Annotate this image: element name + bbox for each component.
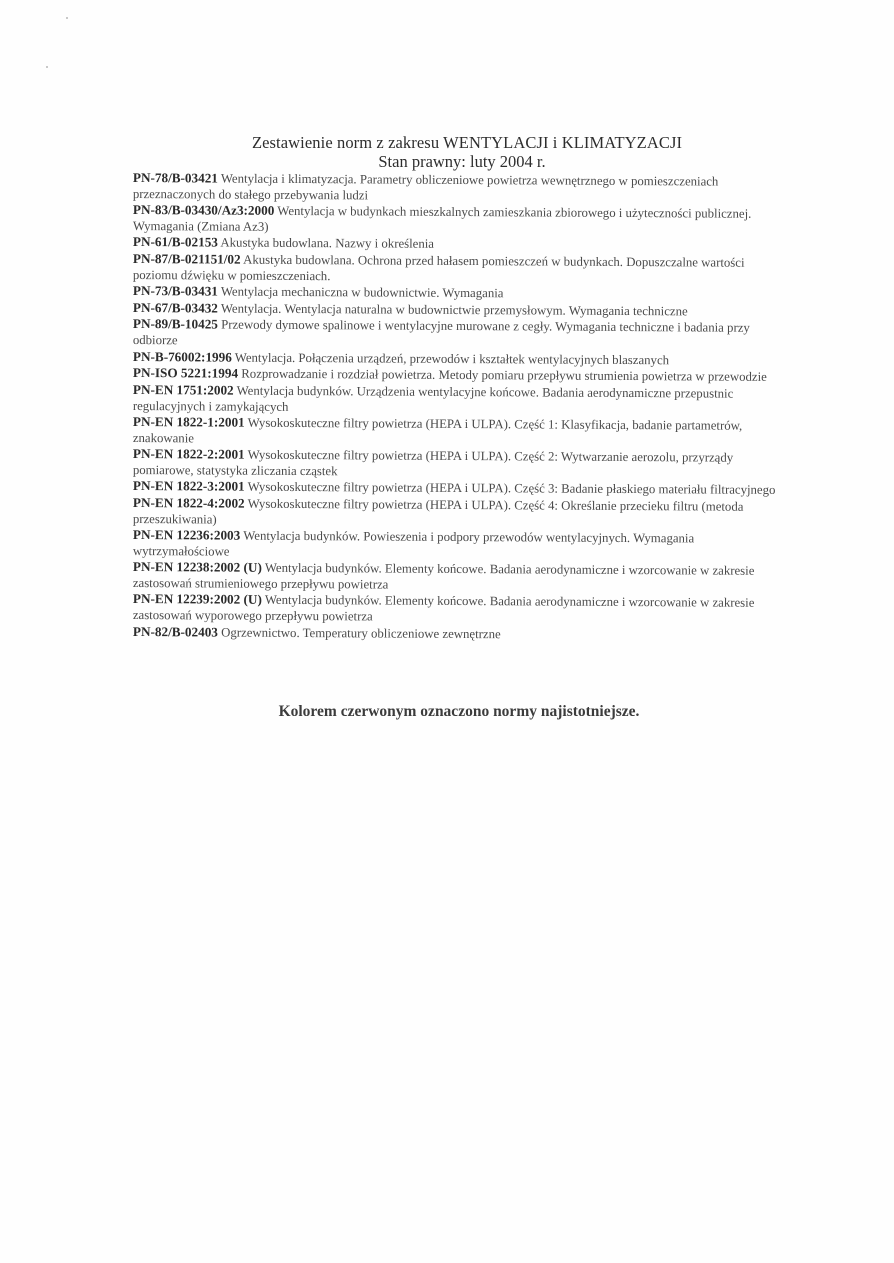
norm-code: PN-82/B-02403 [132, 623, 218, 640]
norm-code: PN-EN 1822-1:2001 [132, 413, 245, 430]
norm-code: PN-83/B-03430/Az3:2000 [132, 202, 275, 219]
document-header [0, 134, 894, 171]
footer-note: Kolorem czerwonym oznaczono normy najistotniejsze. [278, 703, 640, 720]
document-subtitle: Stan prawny: luty 2004 r. [378, 152, 546, 171]
norm-description: Wentylacja w budynkach mieszkalnych zamieszkania zbiorowego i użyteczności publicznej. Wymagania (Zmiana Az3) [132, 204, 752, 234]
norm-item [133, 591, 785, 627]
norm-item [133, 527, 785, 563]
norm-item [133, 624, 785, 645]
norm-description: Wysokoskuteczne filtry powietrza (HEPA i ULPA). Część 2: Wytwarzanie aerozolu, przyrządy pomiarowe, statystyka zliczania cząstek [132, 447, 734, 478]
norm-item [133, 251, 785, 287]
norm-code: PN-EN 1822-4:2002 [132, 494, 245, 511]
norm-description: Wysokoskuteczne filtry powietrza (HEPA i ULPA). Część 4: Określanie przecieku filtru (metoda przeszukiwania) [132, 496, 744, 526]
norm-code: PN-73/B-03431 [132, 283, 218, 299]
norm-description: Przewody dymowe spalinowe i wentylacyjne murowane z cegły. Wymagania techniczne i badania przy odbiorze [132, 317, 750, 348]
norm-description: Wentylacja budynków. Urządzenia wentylacyjne końcowe. Badania aerodynamiczne przepustnic regulacyjnych i zamykających [132, 383, 734, 414]
norm-item [133, 495, 785, 531]
norm-description: Rozprowadzanie i rozdział powietrza. Metody pomiaru przepływu strumienia powietrza w przewodzie [241, 366, 767, 384]
norm-description: Wysokoskuteczne filtry powietrza (HEPA i ULPA). Część 3: Badanie płaskiego materiału filtracyjnego [247, 479, 776, 498]
norm-item [133, 170, 785, 206]
norm-item [133, 446, 785, 482]
norm-code: PN-EN 1751:2002 [132, 381, 234, 398]
norm-description: Wentylacja i klimatyzacja. Parametry obliczeniowe powietrza wewnętrznego w pomieszczeniach przeznaczonych do stałego przebywania ludzi [132, 171, 719, 203]
norm-code: PN-EN 12236:2003 [132, 527, 241, 543]
scan-speck [46, 66, 48, 68]
norm-code: PN-ISO 5221:1994 [132, 365, 239, 381]
norm-code: PN-61/B-02153 [132, 234, 218, 250]
norm-list [133, 170, 785, 640]
norm-item [133, 382, 785, 418]
norm-item [133, 559, 785, 595]
norm-description: Wentylacja. Połączenia urządzeń, przewodów i kształtek wentylacyjnych blaszanych [234, 350, 670, 367]
norm-description: Wysokoskuteczne filtry powietrza (HEPA i ULPA). Część 1: Klasyfikacja, badanie partametrów, znakowanie [132, 415, 743, 445]
norm-code: PN-89/B-10425 [132, 316, 218, 332]
norm-code: PN-EN 1822-2:2001 [132, 446, 245, 462]
norm-code: PN-78/B-03421 [132, 170, 218, 186]
norm-code: PN-EN 12238:2002 (U) [132, 559, 262, 576]
norm-description: Wentylacja budynków. Powieszenia i podpory przewodów wentylacyjnych. Wymagania wytrzymałościowe [132, 528, 695, 559]
norm-description: Akustyka budowlana. Ochrona przed hałasem pomieszczeń w budynkach. Dopuszczalne wartości poziomu dźwięku w pomieszczeniach. [132, 252, 745, 283]
norm-item [133, 202, 785, 238]
norm-item [133, 316, 785, 352]
norm-description: Ogrzewnictwo. Temperatury obliczeniowe zewnętrzne [221, 625, 501, 641]
norm-code: PN-B-76002:1996 [132, 348, 232, 365]
norm-description: Akustyka budowlana. Nazwy i określenia [220, 235, 435, 252]
norm-code: PN-EN 12239:2002 (U) [132, 591, 262, 608]
norm-description: Wentylacja budynków. Elementy końcowe. Badania aerodynamiczne i wzorcowanie w zakresie zastosowań strumieniowego przepływu powietrza [132, 561, 755, 592]
norm-code: PN-67/B-03432 [132, 299, 218, 316]
norm-code: PN-EN 1822-3:2001 [132, 478, 245, 494]
document-title: Zestawienie norm z zakresu WENTYLACJI i KLIMATYZACJI [251, 133, 683, 152]
norm-description: Wentylacja mechaniczna w budownictwie. Wymagania [220, 284, 504, 301]
norm-description: Wentylacja. Wentylacja naturalna w budownictwie przemysłowym. Wymagania techniczne [220, 301, 688, 319]
norm-item [133, 414, 785, 450]
norm-description: Wentylacja budynków. Elementy końcowe. Badania aerodynamiczne i wzorcowanie w zakresie zastosowań wyporowego przepływu powietrza [132, 593, 755, 624]
scan-speck [66, 17, 68, 19]
norm-code: PN-87/B-021151/02 [132, 250, 241, 267]
